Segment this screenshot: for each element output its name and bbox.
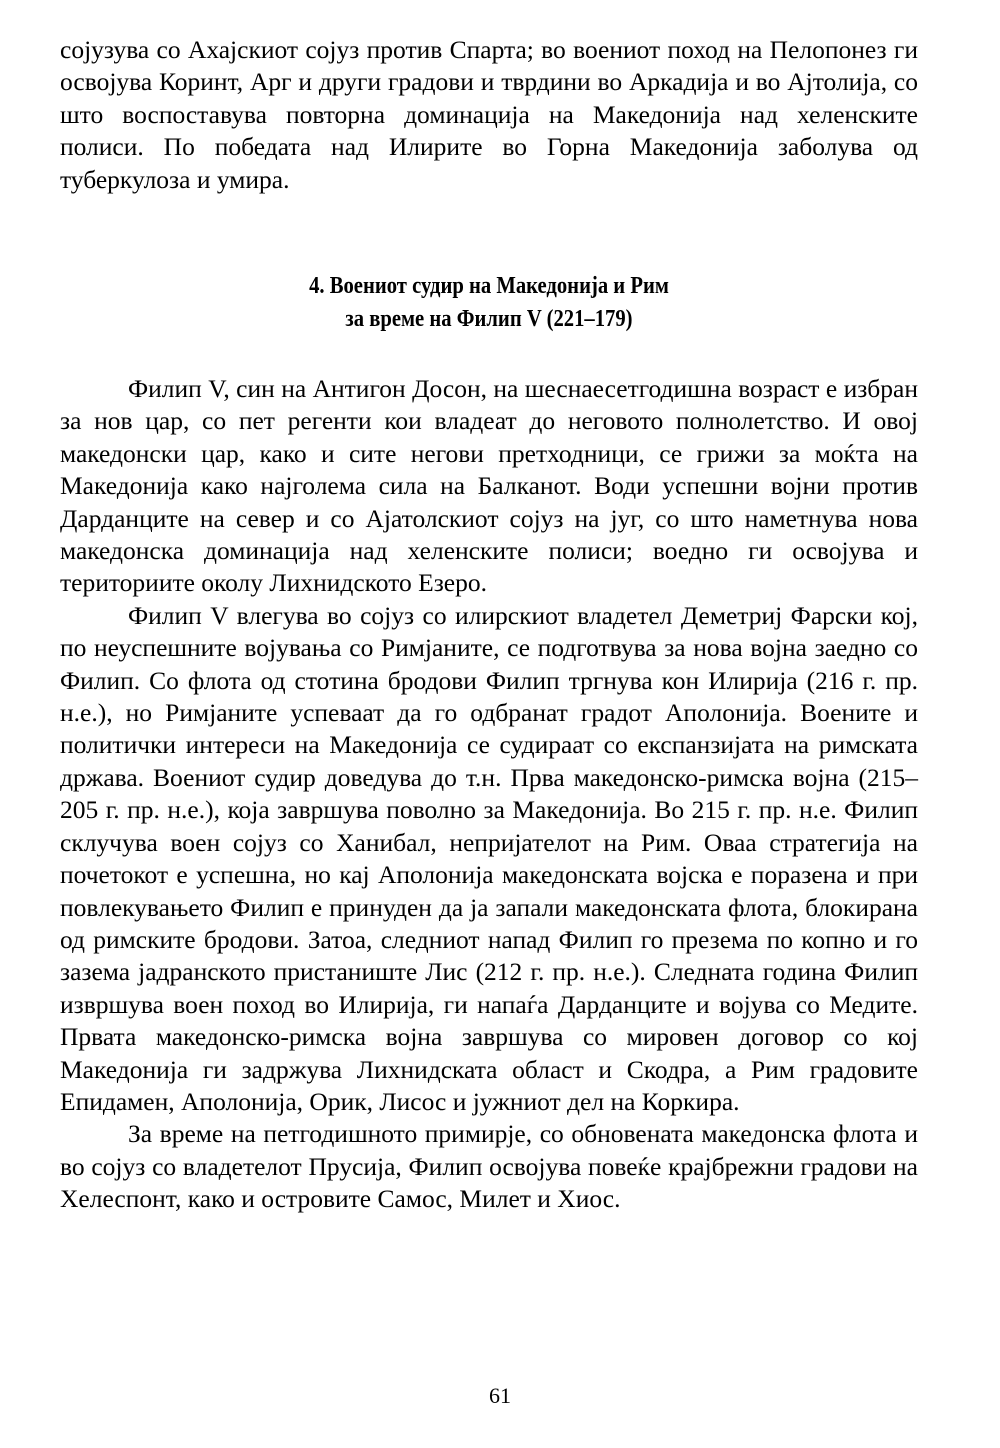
section-body [60, 373, 918, 1216]
body-paragraph-3: За време на петгодишното примирје, со обновената македонска флота и во сојуз со владетелот Прусија, Филип освојува повеќе крајбрежни градови на Хелеспонт, како и островите Самос, Милет и Хиос. [60, 1119, 918, 1214]
section-heading [120, 270, 858, 336]
page-number: 61 [489, 1383, 511, 1408]
body-paragraph-1: Филип V, син на Антигон Досон, на шеснаесетгодишна возраст е избран за нов цар, со пет регенти кои владеат до неговото полнолетство. И овој македонски цар, како и сите негови претходници, се грижи за моќта на Македонија како најголема сила на Балканот. Води успешни војни против Дарданците на север и со Ајатолскиот сојуз на југ, со што наметнува нова македонска доминација над хеленските полиси; воедно ги освојува и териториите околу Лихнидското Езеро. [60, 374, 918, 598]
body-paragraph-2: Филип V влегува во сојуз со илирскиот владетел Деметриј Фарски кој, по неуспешните војувања со Римјаните, се подготвува за нова војна заедно со Филип. Со флота од стотина бродови Филип тргнува кон Илирија (216 г. пр. н.е.), но Римјаните успеваат да го одбранат градот Аполонија. Воените и политички интереси на Македонија се судираат со експанзијата на римската држава. Воениот судир доведува до т.н. Прва македонско-римска војна (215–205 г. пр. н.е.), која завршува поволно за Македонија. Во 215 г. пр. н.е. Филип склучува воен сојуз со Ханибал, непријателот на Рим. Оваа стратегија на почетокот е успешна, но кај Аполонија македонската војска е поразена и при повлекувањето Филип е принуден да ја запали македонската флота, блокирана од римските бродови. Затоа, следниот напад Филип го презема по копно и го зазема јадранското пристаниште Лис (212 г. пр. н.е.). Следната година Филип извршува воен поход во Илирија, ги напаѓа Дарданците и војува со Медите. Првата македонско-римска војна завршува со мировен договор со кој Македонија ги задржува Лихнидската област и Скодра, а Рим градовите Епидамен, Аполонија, Орик, Лисос и јужниот дел на Коркира. [60, 600, 918, 1116]
section-title-line-1: 4. Воениот судир на Македонија и Рим [309, 273, 669, 299]
section-title-line-2: за време на Филип V (221–179) [345, 306, 633, 332]
intro-text [60, 34, 918, 196]
intro-paragraph: сојузува со Ахајскиот сојуз против Спарта; во воениот поход на Пелопонез ги освојува Коринт, Арг и други градови и тврдини во Аркадија и во Ајтолија, со што воспоставува повторна доминација на Македонија над хеленските полиси. По победата над Илирите во Горна Македонија заболува од туберкулоза и умира. [60, 35, 918, 194]
